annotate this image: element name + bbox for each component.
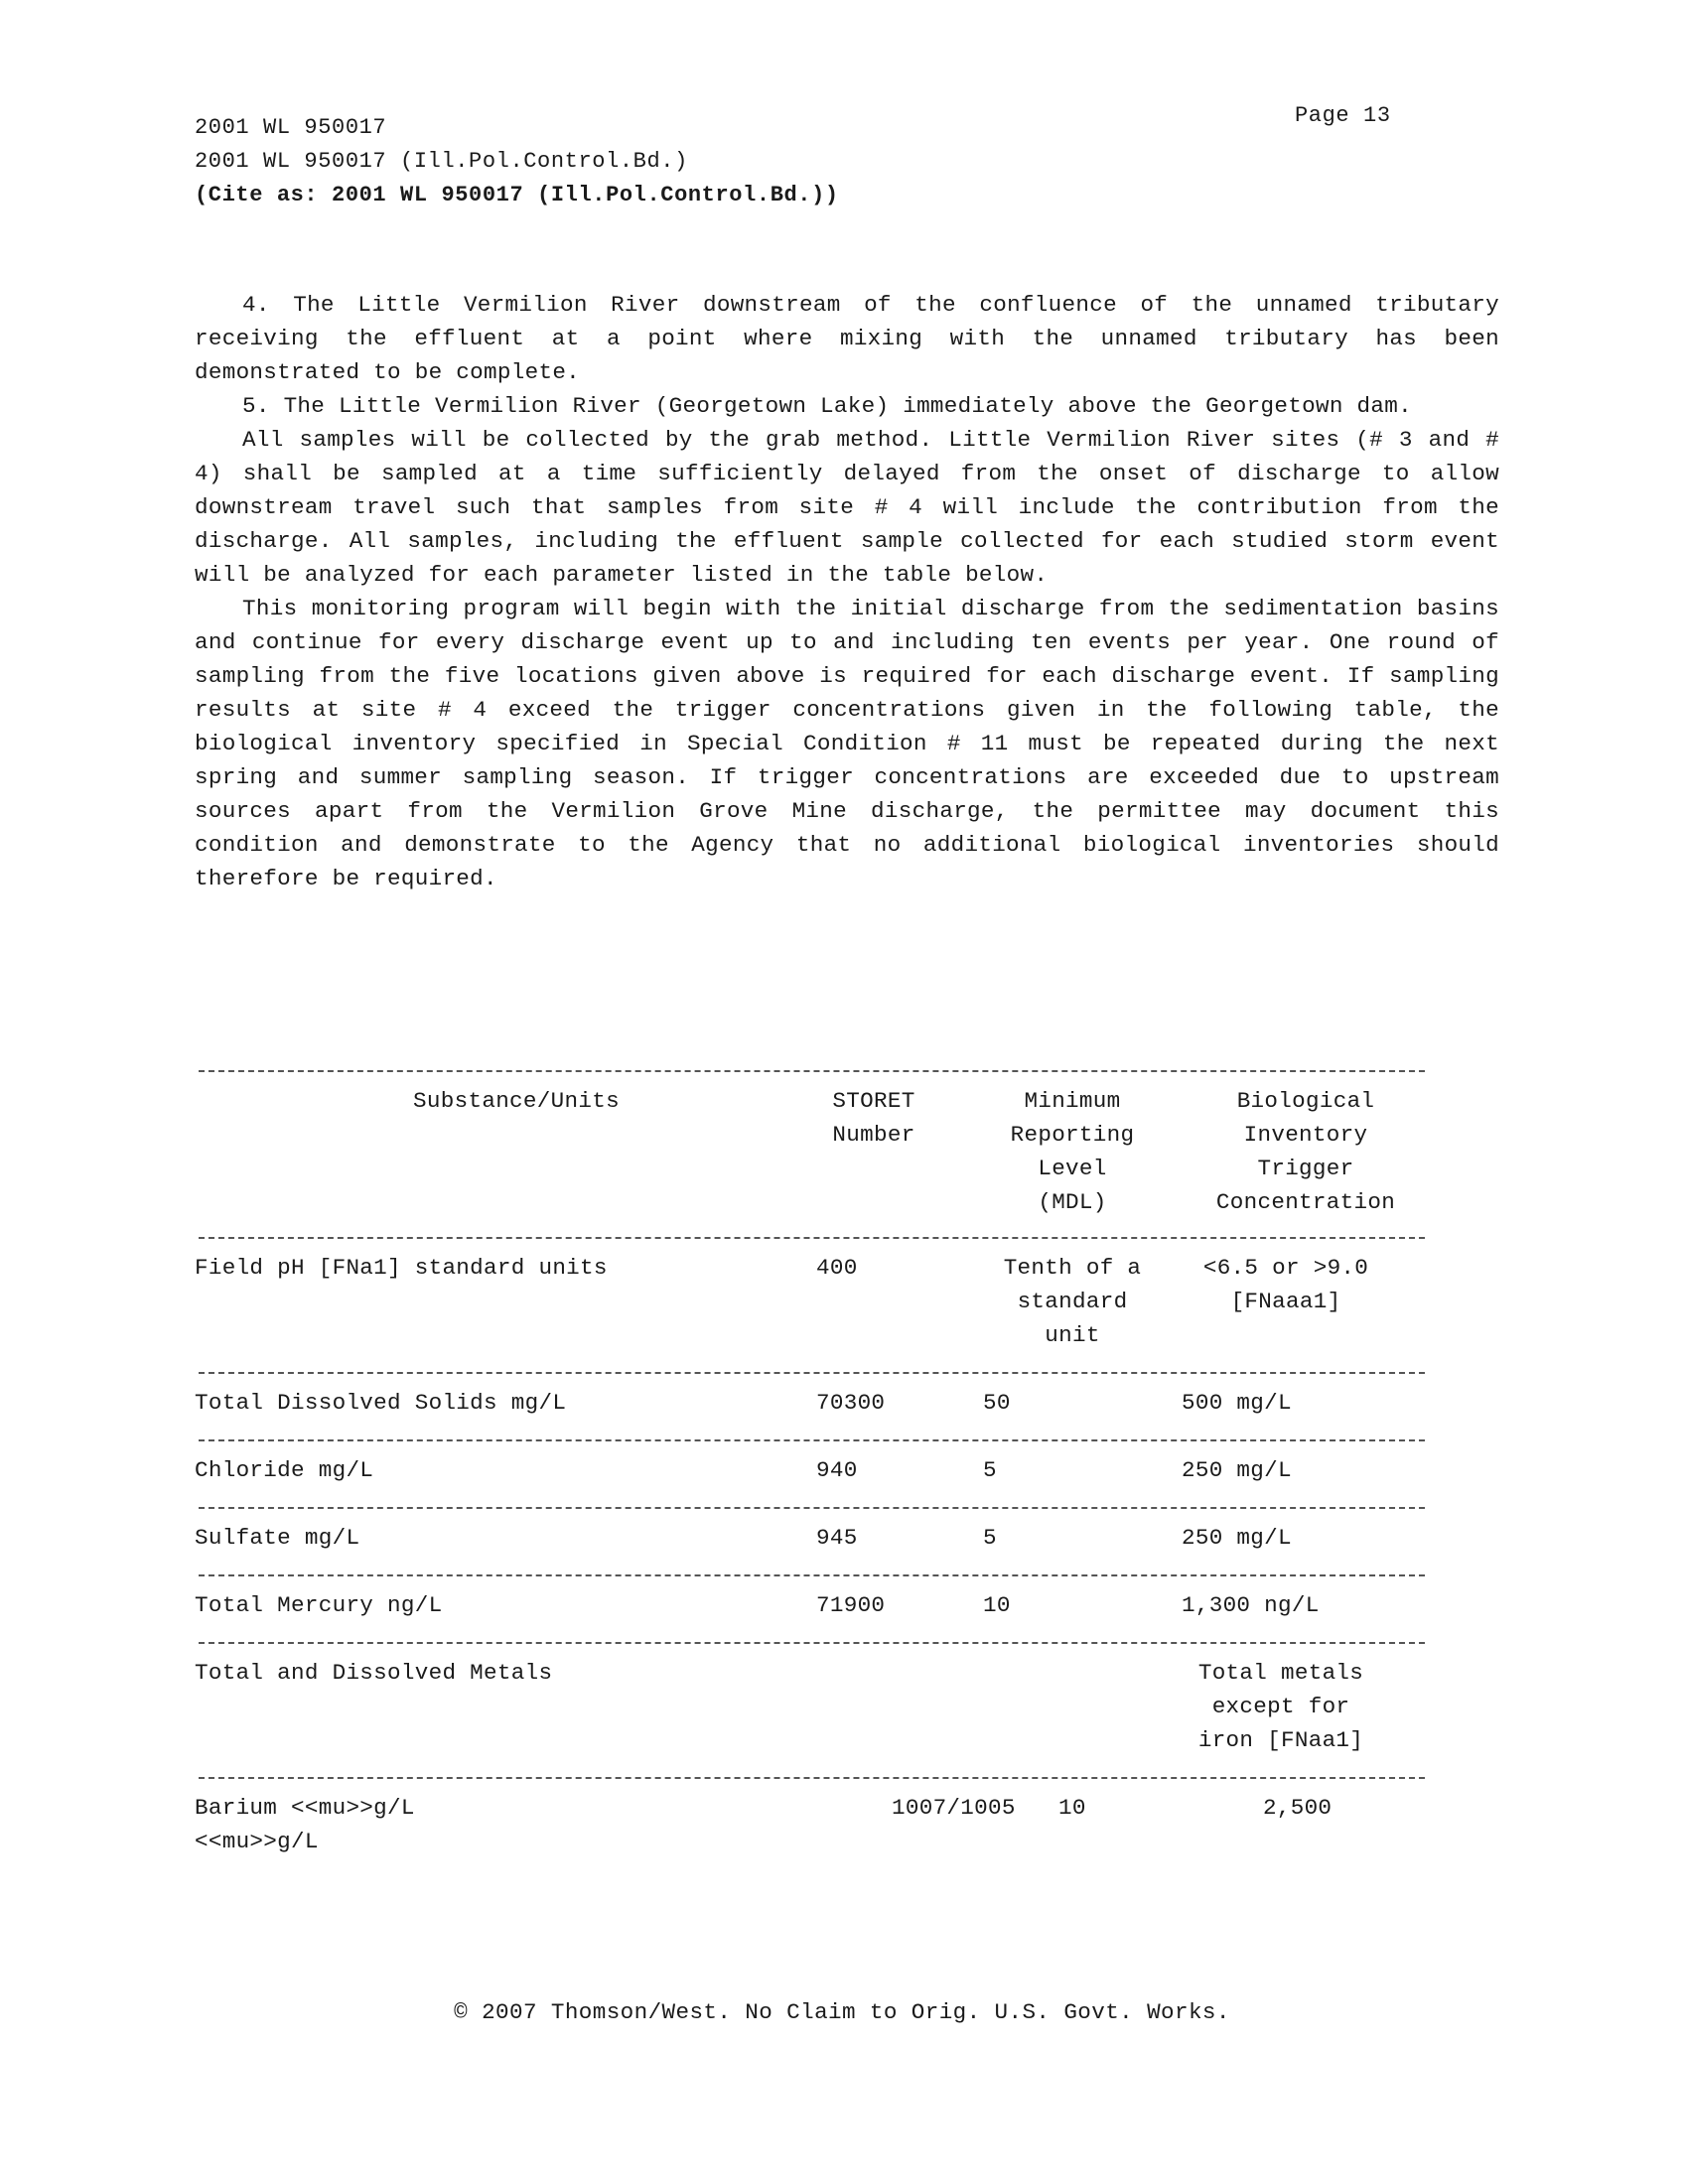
cell-storet: 945 <box>816 1525 858 1551</box>
cell-substance: Total and Dissolved Metals <box>195 1660 553 1686</box>
body-text <box>195 288 1499 895</box>
cell-substance: Total Dissolved Solids mg/L <box>195 1390 567 1416</box>
cell-trigger: <6.5 or >9.0 [FNaaa1] <box>1202 1255 1369 1314</box>
table-divider <box>199 1507 1425 1509</box>
cell-storet: 940 <box>816 1457 858 1483</box>
cell-substance: Field pH [FNa1] standard units <box>195 1255 608 1281</box>
cell-mdl: 50 <box>983 1390 1011 1416</box>
table-divider <box>199 1372 1425 1374</box>
table-divider <box>199 1439 1425 1441</box>
cell-storet: 400 <box>816 1255 858 1281</box>
paragraph-item-5: 5. The Little Vermilion River (Georgetown Lake) immediately above the Georgetown dam. <box>242 393 1412 419</box>
cell-substance: Barium <<mu>>g/L <<mu>>g/L <box>195 1795 415 1854</box>
cell-storet: 71900 <box>816 1592 886 1618</box>
cell-trigger: 250 mg/L <box>1182 1525 1292 1551</box>
table-divider <box>199 1237 1425 1239</box>
cell-mdl: 10 <box>983 1592 1011 1618</box>
table-divider <box>199 1574 1425 1576</box>
table-divider <box>199 1642 1425 1644</box>
cell-substance: Sulfate mg/L <box>195 1525 360 1551</box>
cite-as-line: (Cite as: 2001 WL 950017 (Ill.Pol.Control.Bd.)) <box>195 183 839 207</box>
header-substance: Substance/Units <box>413 1088 620 1114</box>
paragraph-sampling: All samples will be collected by the grab method. Little Vermilion River sites (# 3 and # 4) shall be sampled at a time sufficiently delayed from the onset of discharge to allow downstream travel such that samples from site # 4 will include the contribution from the discharge. All samples, including the effluent sample collected for each studied storm event will be analyzed for each parameter listed in the table below. <box>195 427 1499 588</box>
page-number: Page 13 <box>1295 103 1391 128</box>
cell-mdl: 5 <box>983 1457 997 1483</box>
table-divider <box>199 1777 1425 1779</box>
cell-trigger: 1,300 ng/L <box>1182 1592 1320 1618</box>
paragraph-item-4: 4. The Little Vermilion River downstream of the confluence of the unnamed tributary receiving the effluent at a point where mixing with the unnamed tributary has been demonstrated to be complete. <box>195 292 1499 385</box>
citation-line-2: 2001 WL 950017 (Ill.Pol.Control.Bd.) <box>195 149 688 174</box>
citation-line-1: 2001 WL 950017 <box>195 115 387 140</box>
cell-trigger: Total metals except for iron [FNaa1] <box>1197 1660 1364 1753</box>
table-divider <box>199 1070 1425 1072</box>
cell-mdl: 10 <box>1058 1795 1086 1821</box>
cell-substance: Total Mercury ng/L <box>195 1592 443 1618</box>
header-storet: STORET Number <box>832 1088 915 1148</box>
copyright-footer: © 2007 Thomson/West. No Claim to Orig. U.S. Govt. Works. <box>454 1999 1230 2025</box>
cell-mdl: Tenth of a standard unit <box>1003 1255 1142 1348</box>
header-mdl: Minimum Reporting Level (MDL) <box>1010 1088 1135 1215</box>
cell-trigger: 250 mg/L <box>1182 1457 1292 1483</box>
cell-substance: Chloride mg/L <box>195 1457 374 1483</box>
cell-trigger: 500 mg/L <box>1182 1390 1292 1416</box>
header-trigger: Biological Inventory Trigger Concentration <box>1215 1088 1396 1215</box>
cell-trigger: 2,500 <box>1263 1795 1333 1821</box>
cell-storet: 1007/1005 <box>892 1795 1016 1821</box>
paragraph-monitoring: This monitoring program will begin with the initial discharge from the sedimentation basins and continue for every discharge event up to and including ten events per year. One round of sampling from the five locations given above is required for each discharge event. If sampling results at site # 4 exceed the trigger concentrations given in the following table, the biological inventory specified in Special Condition # 11 must be repeated during the next spring and summer sampling season. If trigger concentrations are exceeded due to upstream sources apart from the Vermilion Grove Mine discharge, the permittee may document this condition and demonstrate to the Agency that no additional biological inventories should therefore be required. <box>195 596 1499 891</box>
cell-mdl: 5 <box>983 1525 997 1551</box>
cell-storet: 70300 <box>816 1390 886 1416</box>
